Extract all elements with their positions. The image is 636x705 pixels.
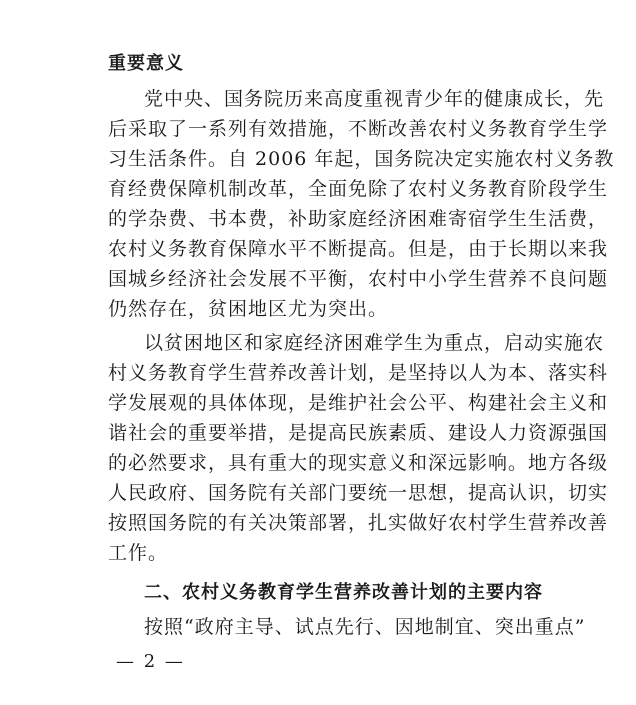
paragraph-line: 后采取了一系列有效措施，不断改善农村义务教育学生学 [108, 118, 609, 140]
paragraph-line: 谐社会的重要举措，是提高民族素质、建设人力资源强国 [108, 422, 609, 444]
paragraph-line: 国城乡经济社会发展不平衡，农村中小学生营养不良问题 [108, 268, 609, 290]
paragraph-line: 育经费保障机制改革，全面免除了农村义务教育阶段学生 [108, 178, 609, 200]
section-title: 二、农村义务教育学生营养改善计划的主要内容 [144, 582, 543, 603]
section-heading: 重要意义 [108, 53, 184, 74]
paragraph-line: 农村义务教育保障水平不断提高。但是，由于长期以来我 [108, 238, 609, 260]
paragraph-line: 党中央、国务院历来高度重视青少年的健康成长，先 [144, 88, 605, 110]
paragraph-line: 学发展观的具体体现，是维护社会公平、构建社会主义和 [108, 392, 609, 414]
paragraph-line: 按照国务院的有关决策部署，扎实做好农村学生营养改善 [108, 512, 609, 534]
paragraph-line: 习生活条件。自 2006 年起，国务院决定实施农村义务教 [108, 148, 615, 170]
paragraph-line: 工作。 [108, 542, 169, 564]
paragraph-line: 的学杂费、书本费，补助家庭经济困难寄宿学生生活费， [108, 208, 609, 230]
paragraph-line: 村义务教育学生营养改善计划，是坚持以人为本、落实科 [108, 362, 609, 384]
page-number: — 2 — [116, 651, 185, 672]
paragraph-3: 按照“政府主导、试点先行、因地制宜、突出重点” [144, 616, 586, 638]
paragraph-line: 的必然要求，具有重大的现实意义和深远影响。地方各级 [108, 452, 609, 474]
paragraph-line: 人民政府、国务院有关部门要统一思想，提高认识，切实 [108, 482, 609, 504]
paragraph-line: 以贫困地区和家庭经济困难学生为重点，启动实施农 [144, 332, 605, 354]
paragraph-2 [108, 328, 609, 568]
paragraph-line: 仍然存在，贫困地区尤为突出。 [108, 298, 389, 320]
paragraph-1 [108, 84, 615, 324]
